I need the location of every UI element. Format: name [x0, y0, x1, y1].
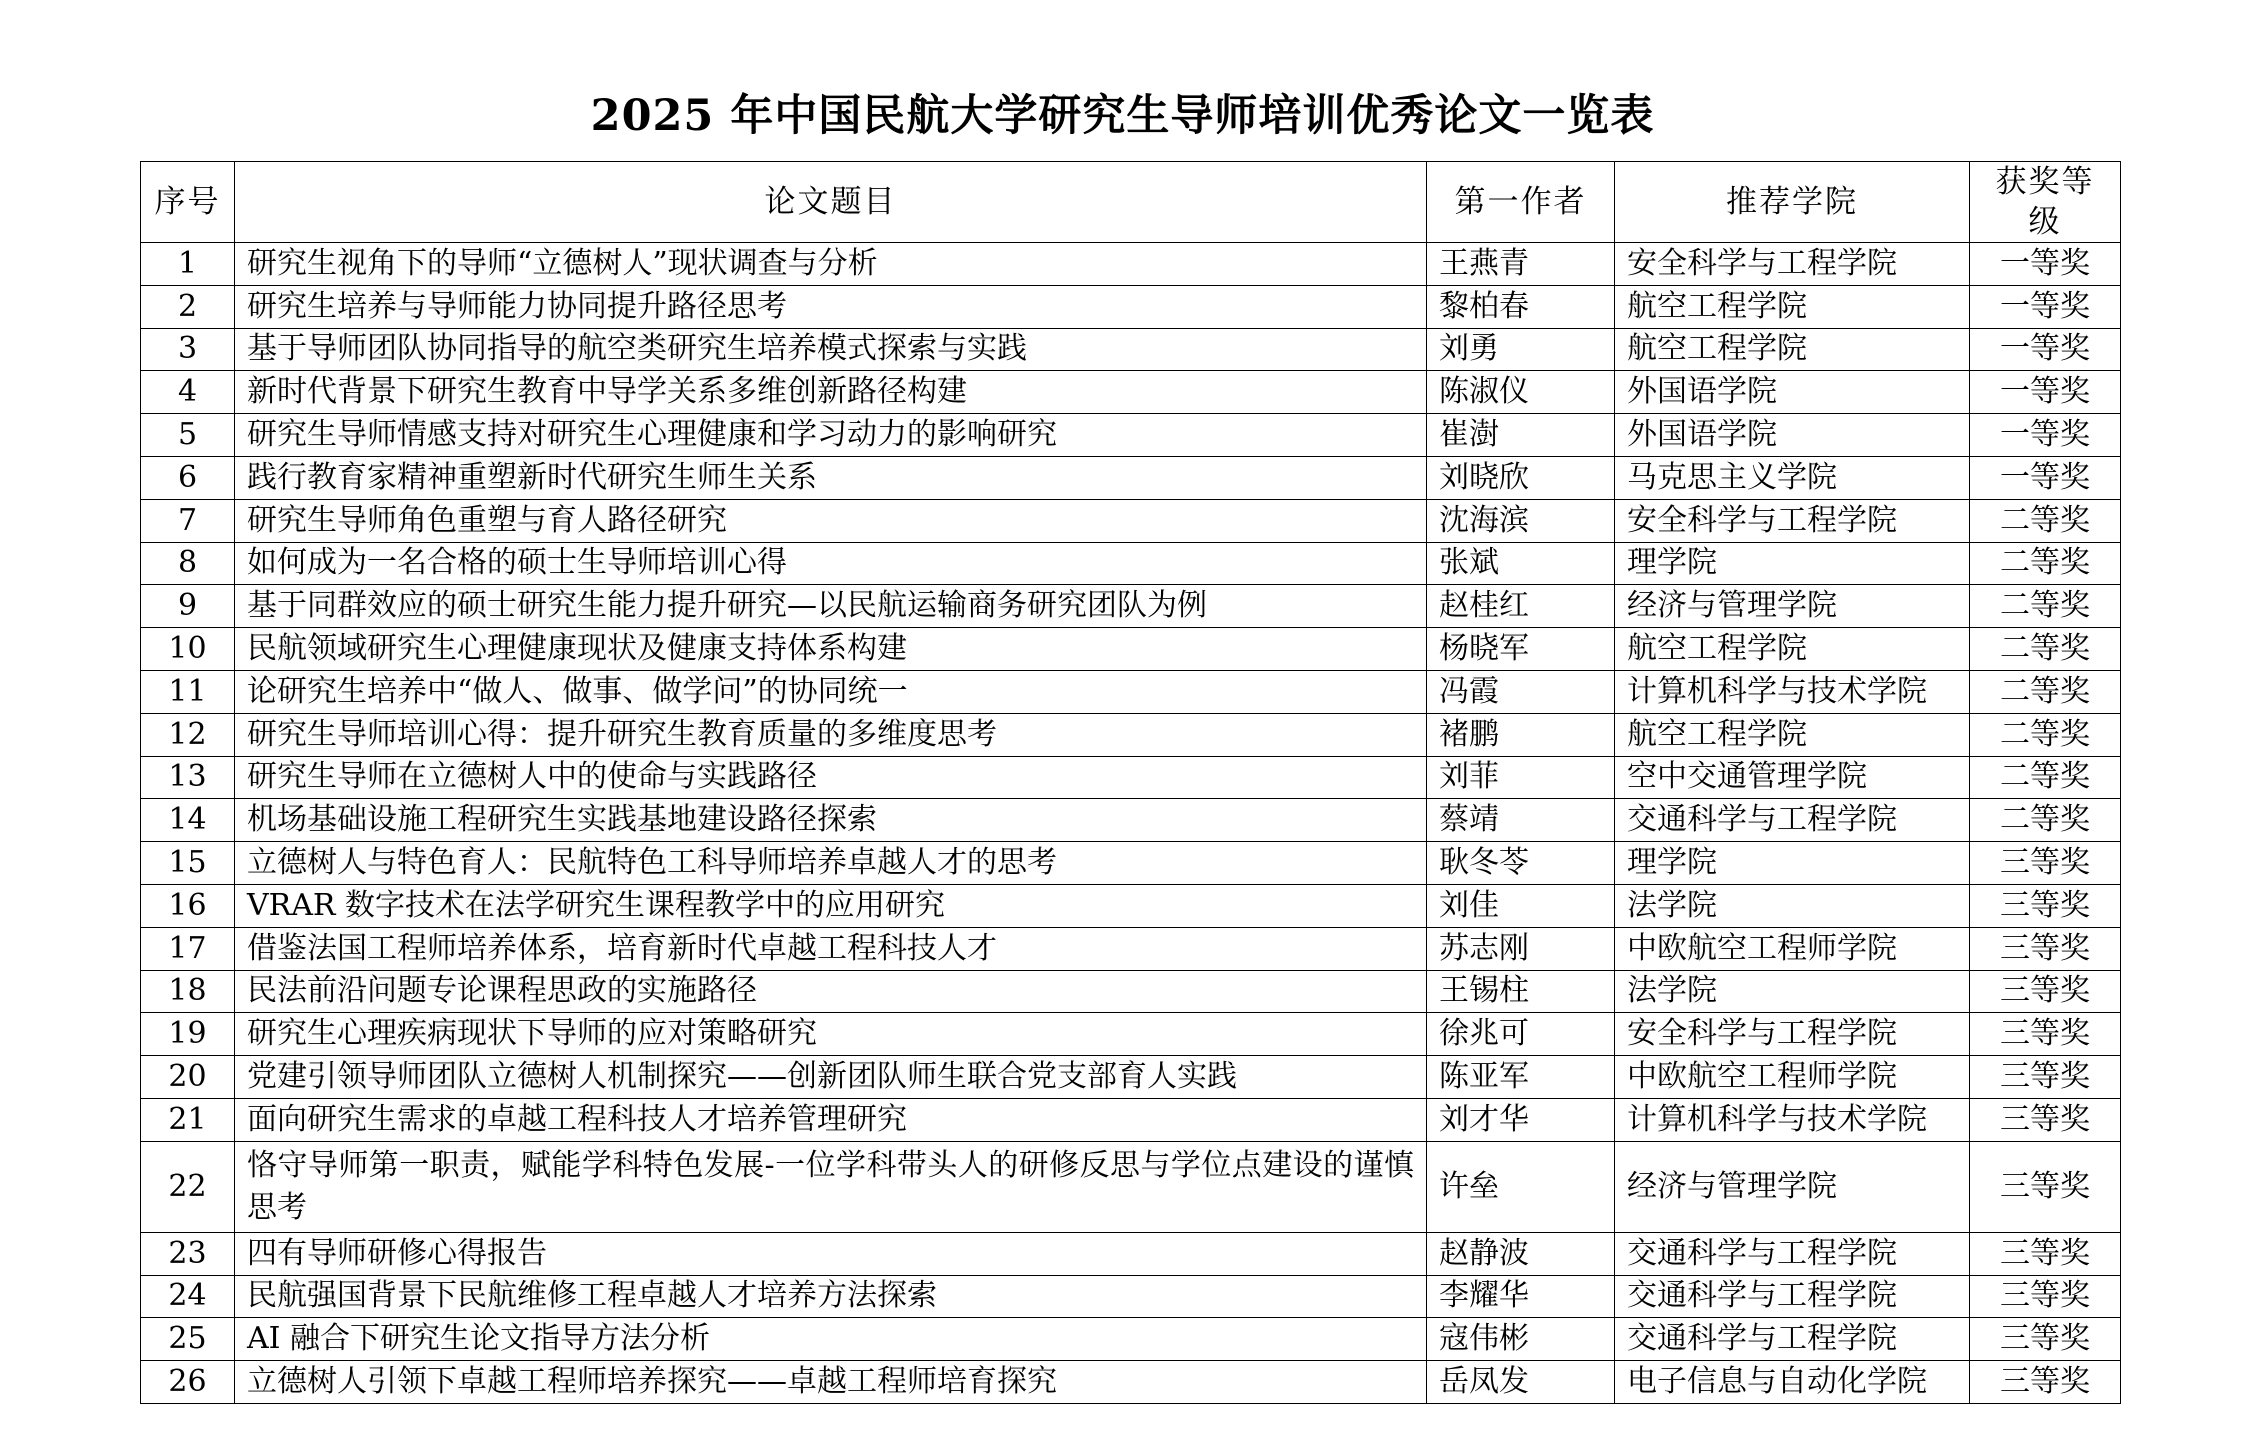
- cell-no: 19: [141, 1013, 235, 1056]
- cell-author: 李耀华: [1427, 1275, 1615, 1318]
- cell-title: 四有导师研修心得报告: [235, 1232, 1427, 1275]
- cell-no: 17: [141, 927, 235, 970]
- cell-author: 寇伟彬: [1427, 1318, 1615, 1361]
- cell-college: 计算机科学与技术学院: [1615, 670, 1970, 713]
- cell-title: 机场基础设施工程研究生实践基地建设路径探索: [235, 799, 1427, 842]
- cell-title: 研究生导师在立德树人中的使命与实践路径: [235, 756, 1427, 799]
- table-row: [141, 713, 2121, 756]
- cell-college: 外国语学院: [1615, 414, 1970, 457]
- cell-level: 一等奖: [1970, 285, 2121, 328]
- cell-author: 赵桂红: [1427, 585, 1615, 628]
- cell-title: 面向研究生需求的卓越工程科技人才培养管理研究: [235, 1098, 1427, 1141]
- cell-level: 三等奖: [1970, 1232, 2121, 1275]
- cell-college: 计算机科学与技术学院: [1615, 1098, 1970, 1141]
- cell-author: 张斌: [1427, 542, 1615, 585]
- table-row: [141, 1232, 2121, 1275]
- cell-title: 研究生视角下的导师“立德树人”现状调查与分析: [235, 243, 1427, 286]
- cell-author: 崔澍: [1427, 414, 1615, 457]
- cell-college: 交通科学与工程学院: [1615, 799, 1970, 842]
- cell-college: 理学院: [1615, 842, 1970, 885]
- cell-title: VRAR 数字技术在法学研究生课程教学中的应用研究: [235, 884, 1427, 927]
- cell-level: 一等奖: [1970, 414, 2121, 457]
- cell-level: 二等奖: [1970, 542, 2121, 585]
- cell-title: AI 融合下研究生论文指导方法分析: [235, 1318, 1427, 1361]
- cell-level: 三等奖: [1970, 842, 2121, 885]
- cell-college: 安全科学与工程学院: [1615, 243, 1970, 286]
- cell-author: 冯霞: [1427, 670, 1615, 713]
- cell-level: 一等奖: [1970, 371, 2121, 414]
- table-row: [141, 1318, 2121, 1361]
- cell-level: 三等奖: [1970, 1318, 2121, 1361]
- table-row: [141, 670, 2121, 713]
- table-header-row: [141, 162, 2121, 243]
- cell-college: 交通科学与工程学院: [1615, 1232, 1970, 1275]
- cell-college: 航空工程学院: [1615, 328, 1970, 371]
- cell-no: 22: [141, 1141, 235, 1232]
- cell-author: 刘菲: [1427, 756, 1615, 799]
- table-row: [141, 499, 2121, 542]
- cell-title: 论研究生培养中“做人、做事、做学问”的协同统一: [235, 670, 1427, 713]
- cell-author: 许垒: [1427, 1141, 1615, 1232]
- page-title: 2025 年中国民航大学研究生导师培训优秀论文一览表: [590, 91, 1655, 141]
- table-row: [141, 1098, 2121, 1141]
- cell-college: 外国语学院: [1615, 371, 1970, 414]
- cell-no: 25: [141, 1318, 235, 1361]
- cell-author: 杨晓军: [1427, 628, 1615, 671]
- cell-level: 一等奖: [1970, 243, 2121, 286]
- cell-level: 二等奖: [1970, 756, 2121, 799]
- cell-no: 13: [141, 756, 235, 799]
- table-row: [141, 1141, 2121, 1232]
- cell-college: 航空工程学院: [1615, 713, 1970, 756]
- cell-author: 沈海滨: [1427, 499, 1615, 542]
- cell-level: 二等奖: [1970, 628, 2121, 671]
- cell-title: 基于同群效应的硕士研究生能力提升研究—以民航运输商务研究团队为例: [235, 585, 1427, 628]
- cell-college: 空中交通管理学院: [1615, 756, 1970, 799]
- cell-author: 刘勇: [1427, 328, 1615, 371]
- table-row: [141, 456, 2121, 499]
- cell-level: 二等奖: [1970, 670, 2121, 713]
- cell-level: 三等奖: [1970, 970, 2121, 1013]
- cell-no: 10: [141, 628, 235, 671]
- cell-no: 2: [141, 285, 235, 328]
- cell-title: 研究生培养与导师能力协同提升路径思考: [235, 285, 1427, 328]
- table-row: [141, 884, 2121, 927]
- cell-level: 三等奖: [1970, 1141, 2121, 1232]
- cell-author: 褚鹏: [1427, 713, 1615, 756]
- cell-college: 交通科学与工程学院: [1615, 1275, 1970, 1318]
- cell-level: 三等奖: [1970, 1275, 2121, 1318]
- table-body: [141, 243, 2121, 1404]
- cell-college: 航空工程学院: [1615, 628, 1970, 671]
- cell-no: 14: [141, 799, 235, 842]
- cell-college: 中欧航空工程师学院: [1615, 927, 1970, 970]
- cell-author: 王燕青: [1427, 243, 1615, 286]
- cell-title: 基于导师团队协同指导的航空类研究生培养模式探索与实践: [235, 328, 1427, 371]
- cell-title: 践行教育家精神重塑新时代研究生师生关系: [235, 456, 1427, 499]
- table-row: [141, 799, 2121, 842]
- cell-college: 安全科学与工程学院: [1615, 1013, 1970, 1056]
- cell-level: 三等奖: [1970, 927, 2121, 970]
- cell-author: 耿冬苓: [1427, 842, 1615, 885]
- cell-no: 8: [141, 542, 235, 585]
- cell-college: 交通科学与工程学院: [1615, 1318, 1970, 1361]
- cell-no: 15: [141, 842, 235, 885]
- table-row: [141, 756, 2121, 799]
- cell-author: 岳凤发: [1427, 1361, 1615, 1404]
- cell-no: 21: [141, 1098, 235, 1141]
- cell-level: 三等奖: [1970, 884, 2121, 927]
- cell-no: 12: [141, 713, 235, 756]
- cell-title: 研究生心理疾病现状下导师的应对策略研究: [235, 1013, 1427, 1056]
- cell-college: 法学院: [1615, 970, 1970, 1013]
- cell-title: 民航领域研究生心理健康现状及健康支持体系构建: [235, 628, 1427, 671]
- table-row: [141, 243, 2121, 286]
- header-author: 第一作者: [1427, 162, 1615, 243]
- cell-author: 陈淑仪: [1427, 371, 1615, 414]
- cell-author: 王锡柱: [1427, 970, 1615, 1013]
- cell-level: 三等奖: [1970, 1361, 2121, 1404]
- cell-author: 蔡靖: [1427, 799, 1615, 842]
- table-row: [141, 1275, 2121, 1318]
- table-row: [141, 328, 2121, 371]
- header-no: 序号: [141, 162, 235, 243]
- cell-college: 中欧航空工程师学院: [1615, 1056, 1970, 1099]
- cell-title: 立德树人与特色育人：民航特色工科导师培养卓越人才的思考: [235, 842, 1427, 885]
- cell-title: 如何成为一名合格的硕士生导师培训心得: [235, 542, 1427, 585]
- cell-author: 苏志刚: [1427, 927, 1615, 970]
- cell-college: 经济与管理学院: [1615, 1141, 1970, 1232]
- cell-title: 研究生导师情感支持对研究生心理健康和学习动力的影响研究: [235, 414, 1427, 457]
- cell-title: 新时代背景下研究生教育中导学关系多维创新路径构建: [235, 371, 1427, 414]
- cell-title: 研究生导师角色重塑与育人路径研究: [235, 499, 1427, 542]
- cell-college: 航空工程学院: [1615, 285, 1970, 328]
- table-row: [141, 1361, 2121, 1404]
- cell-level: 一等奖: [1970, 456, 2121, 499]
- cell-level: 二等奖: [1970, 713, 2121, 756]
- cell-author: 刘才华: [1427, 1098, 1615, 1141]
- cell-author: 徐兆可: [1427, 1013, 1615, 1056]
- cell-college: 理学院: [1615, 542, 1970, 585]
- cell-no: 1: [141, 243, 235, 286]
- cell-level: 三等奖: [1970, 1098, 2121, 1141]
- table-row: [141, 414, 2121, 457]
- table-row: [141, 585, 2121, 628]
- header-level: 获奖等级: [1970, 162, 2121, 243]
- cell-no: 5: [141, 414, 235, 457]
- cell-title: 民航强国背景下民航维修工程卓越人才培养方法探索: [235, 1275, 1427, 1318]
- header-college: 推荐学院: [1615, 162, 1970, 243]
- cell-title: 立德树人引领下卓越工程师培养探究——卓越工程师培育探究: [235, 1361, 1427, 1404]
- table-row: [141, 1013, 2121, 1056]
- table-row: [141, 927, 2121, 970]
- cell-college: 电子信息与自动化学院: [1615, 1361, 1970, 1404]
- cell-college: 马克思主义学院: [1615, 456, 1970, 499]
- cell-author: 黎柏春: [1427, 285, 1615, 328]
- cell-no: 24: [141, 1275, 235, 1318]
- cell-level: 二等奖: [1970, 499, 2121, 542]
- cell-no: 7: [141, 499, 235, 542]
- cell-college: 法学院: [1615, 884, 1970, 927]
- cell-title: 党建引领导师团队立德树人机制探究——创新团队师生联合党支部育人实践: [235, 1056, 1427, 1099]
- cell-no: 26: [141, 1361, 235, 1404]
- cell-author: 赵静波: [1427, 1232, 1615, 1275]
- cell-no: 18: [141, 970, 235, 1013]
- cell-no: 4: [141, 371, 235, 414]
- table-row: [141, 970, 2121, 1013]
- cell-title: 借鉴法国工程师培养体系，培育新时代卓越工程科技人才: [235, 927, 1427, 970]
- cell-level: 三等奖: [1970, 1056, 2121, 1099]
- table-row: [141, 285, 2121, 328]
- cell-level: 一等奖: [1970, 328, 2121, 371]
- cell-no: 3: [141, 328, 235, 371]
- header-title: 论文题目: [235, 162, 1427, 243]
- cell-no: 16: [141, 884, 235, 927]
- cell-title: 研究生导师培训心得：提升研究生教育质量的多维度思考: [235, 713, 1427, 756]
- cell-no: 6: [141, 456, 235, 499]
- cell-no: 9: [141, 585, 235, 628]
- cell-level: 三等奖: [1970, 1013, 2121, 1056]
- table-row: [141, 842, 2121, 885]
- cell-no: 11: [141, 670, 235, 713]
- cell-no: 23: [141, 1232, 235, 1275]
- cell-no: 20: [141, 1056, 235, 1099]
- cell-title: 恪守导师第一职责，赋能学科特色发展-一位学科带头人的研修反思与学位点建设的谨慎思考: [235, 1141, 1427, 1232]
- table-row: [141, 1056, 2121, 1099]
- cell-title: 民法前沿问题专论课程思政的实施路径: [235, 970, 1427, 1013]
- cell-author: 刘晓欣: [1427, 456, 1615, 499]
- cell-college: 经济与管理学院: [1615, 585, 1970, 628]
- cell-level: 二等奖: [1970, 585, 2121, 628]
- award-table: [140, 161, 2121, 1404]
- table-row: [141, 542, 2121, 585]
- table-row: [141, 371, 2121, 414]
- cell-college: 安全科学与工程学院: [1615, 499, 1970, 542]
- cell-level: 二等奖: [1970, 799, 2121, 842]
- cell-author: 陈亚军: [1427, 1056, 1615, 1099]
- table-row: [141, 628, 2121, 671]
- cell-author: 刘佳: [1427, 884, 1615, 927]
